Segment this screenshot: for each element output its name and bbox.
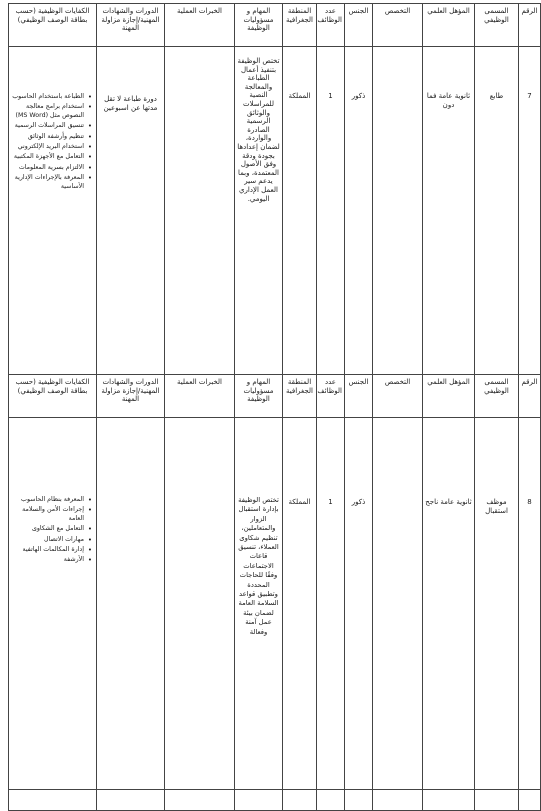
header-experience: الخبرات العملية xyxy=(165,4,235,47)
header-tasks: المهام و مسؤوليات الوظيفة xyxy=(235,375,283,418)
job-title: موظف استقبال xyxy=(475,418,519,790)
competency-item: • استخدام البريد الإلكتروني xyxy=(11,143,84,152)
job-courses: دورة طباعة لا تقل مدتها عن اسبوعين xyxy=(97,47,165,375)
competency-item: • التعامل مع الأجهزة المكتبية xyxy=(11,153,84,162)
header-count: عدد الوظائف xyxy=(317,4,345,47)
competency-item: • الأرشفة xyxy=(11,556,84,565)
blank-cell xyxy=(423,790,475,811)
header-title: المسمى الوظيفي xyxy=(475,4,519,47)
competency-list xyxy=(11,93,94,191)
job-count: 1 xyxy=(317,418,345,790)
header-competencies: الكفايات الوظيفية (حسب بطاقة الوصف الوظيفي) xyxy=(9,4,97,47)
header-gender: الجنس xyxy=(345,375,373,418)
table-header-row xyxy=(9,375,541,418)
blank-cell xyxy=(317,790,345,811)
job-region: المملكة xyxy=(283,47,317,375)
blank-cell xyxy=(97,790,165,811)
job-experience xyxy=(165,418,235,790)
header-region: المنطقة الجغرافية xyxy=(283,375,317,418)
blank-cell xyxy=(165,790,235,811)
job-gender: ذكور xyxy=(345,418,373,790)
row-num: 8 xyxy=(519,418,541,790)
job-region: المملكة xyxy=(283,418,317,790)
header-num: الرقم xyxy=(519,4,541,47)
header-qualification: المؤهل العلمي xyxy=(423,4,475,47)
row-num: 7 xyxy=(519,47,541,375)
job-title: طابع xyxy=(475,47,519,375)
table-row xyxy=(9,47,541,375)
job-specialization xyxy=(373,418,423,790)
job-qualification: ثانوية عامة ناجح xyxy=(423,418,475,790)
blank-cell xyxy=(283,790,317,811)
jobs-table xyxy=(8,3,541,811)
competency-item: • المعرفة بالإجراءات الإدارية الأساسية xyxy=(11,174,84,192)
header-specialization: التخصص xyxy=(373,375,423,418)
header-courses: الدورات والشهادات المهنية/إجازة مزاولة المهنة xyxy=(97,4,165,47)
competency-item: • استخدام برامج معالجة النصوص مثل (MS Word) xyxy=(11,103,84,121)
job-count: 1 xyxy=(317,47,345,375)
header-num: الرقم xyxy=(519,375,541,418)
blank-cell xyxy=(475,790,519,811)
job-tasks: تختص الوظيفة بتنفيذ أعمال الطباعة والمعالجة النصية للمراسلات والوثائق الرسمية الصادرة والواردة، لضمان إعدادها بجودة ودقة وفق الأصول المعتمدة، وبما يدعم سير العمل الإداري اليومي. xyxy=(235,47,283,375)
job-competencies xyxy=(9,418,97,790)
header-courses: الدورات والشهادات المهنية/إجازة مزاولة المهنة xyxy=(97,375,165,418)
blank-cell xyxy=(519,790,541,811)
table-header-row xyxy=(9,4,541,47)
blank-cell xyxy=(373,790,423,811)
job-courses xyxy=(97,418,165,790)
competency-item: • إدارة المكالمات الهاتفية xyxy=(11,546,84,555)
competency-item: • تنسيق المراسلات الرسمية xyxy=(11,122,84,131)
job-competencies xyxy=(9,47,97,375)
header-count: عدد الوظائف xyxy=(317,375,345,418)
competency-item: • التعامل مع الشكاوى xyxy=(11,525,84,534)
competency-item: • الالتزام بسرية المعلومات xyxy=(11,164,84,173)
competency-item: • إجراءات الأمن والسلامة العامة xyxy=(11,506,84,524)
blank-cell xyxy=(9,790,97,811)
job-gender: ذكور xyxy=(345,47,373,375)
job-specialization xyxy=(373,47,423,375)
job-experience xyxy=(165,47,235,375)
header-competencies: الكفايات الوظيفية (حسب بطاقة الوصف الوظيفي) xyxy=(9,375,97,418)
competency-item: • المعرفة بنظام الحاسوب xyxy=(11,496,84,505)
header-specialization: التخصص xyxy=(373,4,423,47)
header-qualification: المؤهل العلمي xyxy=(423,375,475,418)
blank-cell xyxy=(345,790,373,811)
header-gender: الجنس xyxy=(345,4,373,47)
competency-item: • الطباعة باستخدام الحاسوب xyxy=(11,93,84,102)
header-experience: الخبرات العملية xyxy=(165,375,235,418)
header-title: المسمى الوظيفي xyxy=(475,375,519,418)
competency-list xyxy=(11,496,94,565)
job-tasks: تختص الوظيفة بإدارة استقبال الزوار والمتعاملين، تنظيم شكاوى العملاء، تنسيق قاعات الاجتماعات وفقًا للحاجات المحددة وتطبيق قواعد السلامة العامة لضمان بيئة عمل آمنة وفعالة xyxy=(235,418,283,790)
job-qualification: ثانوية عامة فما دون xyxy=(423,47,475,375)
header-tasks: المهام و مسؤوليات الوظيفة xyxy=(235,4,283,47)
table-blank-row xyxy=(9,790,541,811)
competency-item: • تنظيم وأرشفة الوثائق xyxy=(11,133,84,142)
header-region: المنطقة الجغرافية xyxy=(283,4,317,47)
competency-item: • مهارات الاتصال xyxy=(11,536,84,545)
table-row xyxy=(9,418,541,790)
blank-cell xyxy=(235,790,283,811)
